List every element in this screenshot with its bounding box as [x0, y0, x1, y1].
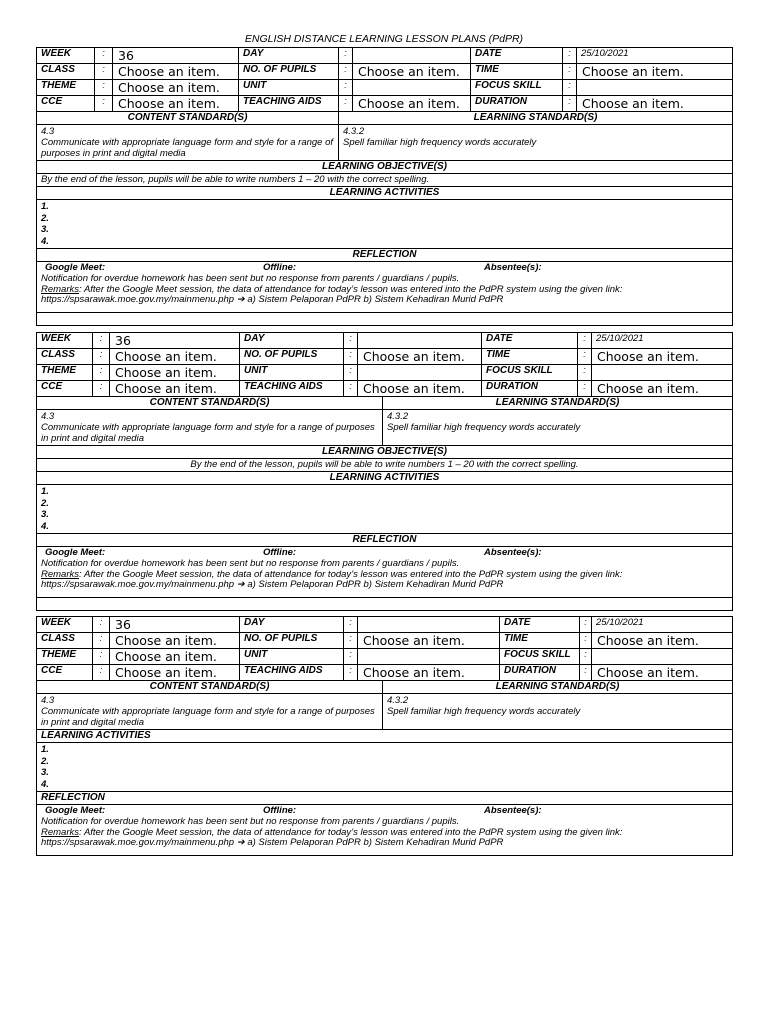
- learning-standard-code: 4.3.2: [387, 411, 409, 422]
- week-label: WEEK: [37, 48, 95, 64]
- google-meet-label: Google Meet:: [45, 547, 106, 558]
- learning-standard-cell: [383, 694, 733, 730]
- focus-skill-label: FOCUS SKILL: [500, 649, 580, 665]
- week-value[interactable]: 36: [110, 333, 240, 349]
- focus-skill-label: FOCUS SKILL: [482, 365, 578, 381]
- day-value[interactable]: [358, 333, 482, 349]
- time-label: TIME: [471, 64, 563, 80]
- day-label: DAY: [239, 48, 339, 64]
- colon: :: [563, 96, 577, 112]
- reflection-link[interactable]: https://spsarawak.moe.gov.my/mainmenu.php ➔ a) Sistem Pelaporan PdPR b) Sistem Kehadiran Murid PdPR: [41, 579, 504, 590]
- learning-activities-list[interactable]: [37, 743, 733, 792]
- content-standard-code: 4.3: [41, 126, 55, 137]
- separator-row: [37, 313, 733, 326]
- focus-skill-value[interactable]: [592, 649, 733, 665]
- absentees-label: Absentee(s):: [484, 805, 542, 816]
- content-standard-code: 4.3: [41, 695, 55, 706]
- date-value[interactable]: 25/10/2021: [592, 333, 733, 349]
- reflection-cell: [37, 262, 733, 313]
- learning-standard-header: LEARNING STANDARD(S): [383, 681, 733, 694]
- theme-select[interactable]: Choose an item.: [110, 365, 240, 381]
- remarks-text: : After the Google Meet session, the data of attendance for today’s lesson was entered into the PdPR system using the given link:: [79, 826, 623, 838]
- reflection-cell: [37, 805, 733, 856]
- colon: :: [93, 649, 110, 665]
- reflection-header: REFLECTION: [37, 249, 733, 262]
- no-pupils-select[interactable]: Choose an item.: [358, 349, 482, 365]
- offline-label: Offline:: [263, 805, 297, 816]
- cce-select[interactable]: Choose an item.: [110, 665, 240, 681]
- reflection-cell: [37, 547, 733, 598]
- colon: :: [93, 381, 110, 397]
- learning-objective-text: By the end of the lesson, pupils will be able to write numbers 1 – 20 with the correct spelling.: [37, 459, 733, 472]
- colon: :: [344, 349, 358, 365]
- colon: :: [580, 617, 592, 633]
- reflection-link[interactable]: https://spsarawak.moe.gov.my/mainmenu.php ➔ a) Sistem Pelaporan PdPR b) Sistem Kehadiran Murid PdPR: [41, 294, 504, 305]
- colon: :: [580, 665, 592, 681]
- date-label: DATE: [471, 48, 563, 64]
- unit-label: UNIT: [239, 80, 339, 96]
- content-standard-text: Communicate with appropriate language form and style for a range of purposes in print and digital media: [41, 422, 375, 444]
- plan-details-table: [36, 332, 733, 397]
- activity-item: 1.: [41, 744, 49, 755]
- class-label: CLASS: [37, 349, 93, 365]
- activity-item: 1.: [41, 486, 49, 497]
- plan-details-table: [36, 47, 733, 112]
- colon: :: [344, 665, 358, 681]
- remarks-text: : After the Google Meet session, the data of attendance for today’s lesson was entered into the PdPR system using the given link:: [79, 568, 623, 580]
- plan-details-table: [36, 616, 733, 681]
- activity-item: 4.: [41, 520, 49, 532]
- cce-label: CCE: [37, 381, 93, 397]
- time-label: TIME: [500, 633, 580, 649]
- cce-select[interactable]: Choose an item.: [113, 96, 239, 112]
- remarks-text: : After the Google Meet session, the data of attendance for today’s lesson was entered into the PdPR system using the given link:: [79, 283, 623, 295]
- reflection-header: REFLECTION: [37, 792, 733, 805]
- teaching-aids-label: TEACHING AIDS: [240, 665, 344, 681]
- unit-value[interactable]: [358, 649, 500, 665]
- colon: :: [344, 333, 358, 349]
- activity-item: 4.: [41, 235, 49, 247]
- lesson-plan-1: [36, 47, 732, 326]
- theme-label: THEME: [37, 649, 93, 665]
- activity-item: 2.: [41, 212, 49, 224]
- reflection-notification: Notification for overdue homework has been sent but no response from parents / guardians / pupils.: [41, 558, 460, 569]
- colon: :: [344, 617, 358, 633]
- teaching-aids-label: TEACHING AIDS: [239, 96, 339, 112]
- colon: :: [563, 64, 577, 80]
- learning-activities-list[interactable]: [37, 200, 733, 249]
- teaching-aids-select[interactable]: Choose an item.: [358, 665, 500, 681]
- no-pupils-label: NO. OF PUPILS: [240, 349, 344, 365]
- unit-value[interactable]: [353, 80, 471, 96]
- no-pupils-label: NO. OF PUPILS: [239, 64, 339, 80]
- colon: :: [578, 365, 592, 381]
- teaching-aids-select[interactable]: Choose an item.: [358, 381, 482, 397]
- colon: :: [339, 64, 353, 80]
- class-select[interactable]: Choose an item.: [110, 349, 240, 365]
- plan-body-table: [36, 111, 733, 326]
- unit-label: UNIT: [240, 649, 344, 665]
- google-meet-label: Google Meet:: [45, 805, 106, 816]
- colon: :: [344, 633, 358, 649]
- time-select[interactable]: Choose an item.: [592, 633, 733, 649]
- content-standard-cell: [37, 694, 383, 730]
- colon: :: [93, 617, 110, 633]
- time-label: TIME: [482, 349, 578, 365]
- colon: :: [344, 381, 358, 397]
- duration-select[interactable]: Choose an item.: [592, 381, 733, 397]
- duration-select[interactable]: Choose an item.: [592, 665, 733, 681]
- colon: :: [578, 381, 592, 397]
- content-standard-header: CONTENT STANDARD(S): [37, 397, 383, 410]
- unit-label: UNIT: [240, 365, 344, 381]
- cce-select[interactable]: Choose an item.: [110, 381, 240, 397]
- day-label: DAY: [240, 617, 344, 633]
- lesson-plan-3: [36, 616, 732, 856]
- class-label: CLASS: [37, 633, 93, 649]
- colon: :: [93, 365, 110, 381]
- focus-skill-value[interactable]: [577, 80, 733, 96]
- learning-standard-cell: [383, 410, 733, 446]
- duration-select[interactable]: Choose an item.: [577, 96, 733, 112]
- colon: :: [563, 48, 577, 64]
- content-standard-header: CONTENT STANDARD(S): [37, 112, 339, 125]
- plan-body-table: [36, 396, 733, 611]
- class-select[interactable]: Choose an item.: [113, 64, 239, 80]
- colon: :: [578, 333, 592, 349]
- time-select[interactable]: Choose an item.: [577, 64, 733, 80]
- colon: :: [580, 633, 592, 649]
- colon: :: [95, 96, 113, 112]
- learning-activities-list[interactable]: [37, 485, 733, 534]
- week-label: WEEK: [37, 333, 93, 349]
- learning-standard-cell: [339, 125, 733, 161]
- focus-skill-label: FOCUS SKILL: [471, 80, 563, 96]
- class-label: CLASS: [37, 64, 95, 80]
- date-label: DATE: [482, 333, 578, 349]
- class-select[interactable]: Choose an item.: [110, 633, 240, 649]
- colon: :: [95, 48, 113, 64]
- colon: :: [563, 80, 577, 96]
- theme-label: THEME: [37, 365, 93, 381]
- google-meet-label: Google Meet:: [45, 262, 106, 273]
- learning-standard-code: 4.3.2: [387, 695, 409, 706]
- activity-item: 1.: [41, 201, 49, 212]
- learning-standard-header: LEARNING STANDARD(S): [383, 397, 733, 410]
- colon: :: [578, 349, 592, 365]
- activity-item: 3.: [41, 224, 49, 235]
- time-select[interactable]: Choose an item.: [592, 349, 733, 365]
- duration-label: DURATION: [500, 665, 580, 681]
- no-pupils-select[interactable]: Choose an item.: [358, 633, 500, 649]
- learning-standard-text: Spell familiar high frequency words accurately: [387, 706, 581, 717]
- reflection-header: REFLECTION: [37, 534, 733, 547]
- no-pupils-label: NO. OF PUPILS: [240, 633, 344, 649]
- colon: :: [339, 96, 353, 112]
- colon: :: [95, 80, 113, 96]
- page-title: ENGLISH DISTANCE LEARNING LESSON PLANS (PdPR): [244, 33, 524, 45]
- content-standard-text: Communicate with appropriate language form and style for a range of purposes in print and digital media: [41, 706, 375, 728]
- learning-objective-text: By the end of the lesson, pupils will be able to write numbers 1 – 20 with the correct spelling.: [37, 174, 733, 187]
- colon: :: [344, 365, 358, 381]
- content-standard-header: CONTENT STANDARD(S): [37, 681, 383, 694]
- colon: :: [95, 64, 113, 80]
- cce-label: CCE: [37, 665, 93, 681]
- teaching-aids-label: TEACHING AIDS: [240, 381, 344, 397]
- reflection-notification: Notification for overdue homework has been sent but no response from parents / guardians / pupils.: [41, 816, 460, 827]
- day-value[interactable]: [358, 617, 500, 633]
- content-standard-code: 4.3: [41, 411, 55, 422]
- date-value[interactable]: 25/10/2021: [577, 48, 733, 64]
- day-value[interactable]: [353, 48, 471, 64]
- no-pupils-select[interactable]: Choose an item.: [353, 64, 471, 80]
- day-label: DAY: [240, 333, 344, 349]
- content-standard-text: Communicate with appropriate language form and style for a range of purposes in print and digital media: [41, 137, 334, 159]
- week-value[interactable]: 36: [113, 48, 239, 64]
- colon: :: [339, 80, 353, 96]
- activity-item: 4.: [41, 778, 49, 790]
- week-label: WEEK: [37, 617, 93, 633]
- activity-item: 3.: [41, 509, 49, 520]
- content-standard-cell: [37, 410, 383, 446]
- duration-label: DURATION: [482, 381, 578, 397]
- lesson-plan-2: [36, 332, 732, 611]
- reflection-link[interactable]: https://spsarawak.moe.gov.my/mainmenu.php ➔ a) Sistem Pelaporan PdPR b) Sistem Kehadiran Murid PdPR: [41, 837, 504, 848]
- colon: :: [93, 633, 110, 649]
- cce-label: CCE: [37, 96, 95, 112]
- plan-body-table: [36, 680, 733, 856]
- absentees-label: Absentee(s):: [484, 262, 542, 273]
- activity-item: 2.: [41, 755, 49, 767]
- learning-activities-header: LEARNING ACTIVITIES: [37, 472, 733, 485]
- content-standard-cell: [37, 125, 339, 161]
- activity-item: 2.: [41, 497, 49, 509]
- learning-activities-header: LEARNING ACTIVITIES: [37, 187, 733, 200]
- focus-skill-value[interactable]: [592, 365, 733, 381]
- colon: :: [93, 349, 110, 365]
- colon: :: [93, 665, 110, 681]
- duration-label: DURATION: [471, 96, 563, 112]
- theme-select[interactable]: Choose an item.: [113, 80, 239, 96]
- colon: :: [339, 48, 353, 64]
- theme-label: THEME: [37, 80, 95, 96]
- activity-item: 3.: [41, 767, 49, 778]
- learning-standard-text: Spell familiar high frequency words accurately: [387, 422, 581, 433]
- separator-row: [37, 598, 733, 611]
- learning-standard-text: Spell familiar high frequency words accurately: [343, 137, 537, 148]
- remarks-label: Remarks: [41, 568, 80, 580]
- absentees-label: Absentee(s):: [484, 547, 542, 558]
- date-value[interactable]: 25/10/2021: [592, 617, 733, 633]
- teaching-aids-select[interactable]: Choose an item.: [353, 96, 471, 112]
- date-label: DATE: [500, 617, 580, 633]
- week-value[interactable]: 36: [110, 617, 240, 633]
- learning-standard-code: 4.3.2: [343, 126, 365, 137]
- learning-activities-header: LEARNING ACTIVITIES: [37, 730, 733, 743]
- colon: :: [344, 649, 358, 665]
- colon: :: [93, 333, 110, 349]
- colon: :: [580, 649, 592, 665]
- remarks-label: Remarks: [41, 826, 80, 838]
- offline-label: Offline:: [263, 262, 297, 273]
- remarks-label: Remarks: [41, 283, 80, 295]
- reflection-notification: Notification for overdue homework has been sent but no response from parents / guardians / pupils.: [41, 273, 460, 284]
- offline-label: Offline:: [263, 547, 297, 558]
- unit-value[interactable]: [358, 365, 482, 381]
- learning-standard-header: LEARNING STANDARD(S): [339, 112, 733, 125]
- learning-objective-header: LEARNING OBJECTIVE(S): [37, 446, 733, 459]
- theme-select[interactable]: Choose an item.: [110, 649, 240, 665]
- learning-objective-header: LEARNING OBJECTIVE(S): [37, 161, 733, 174]
